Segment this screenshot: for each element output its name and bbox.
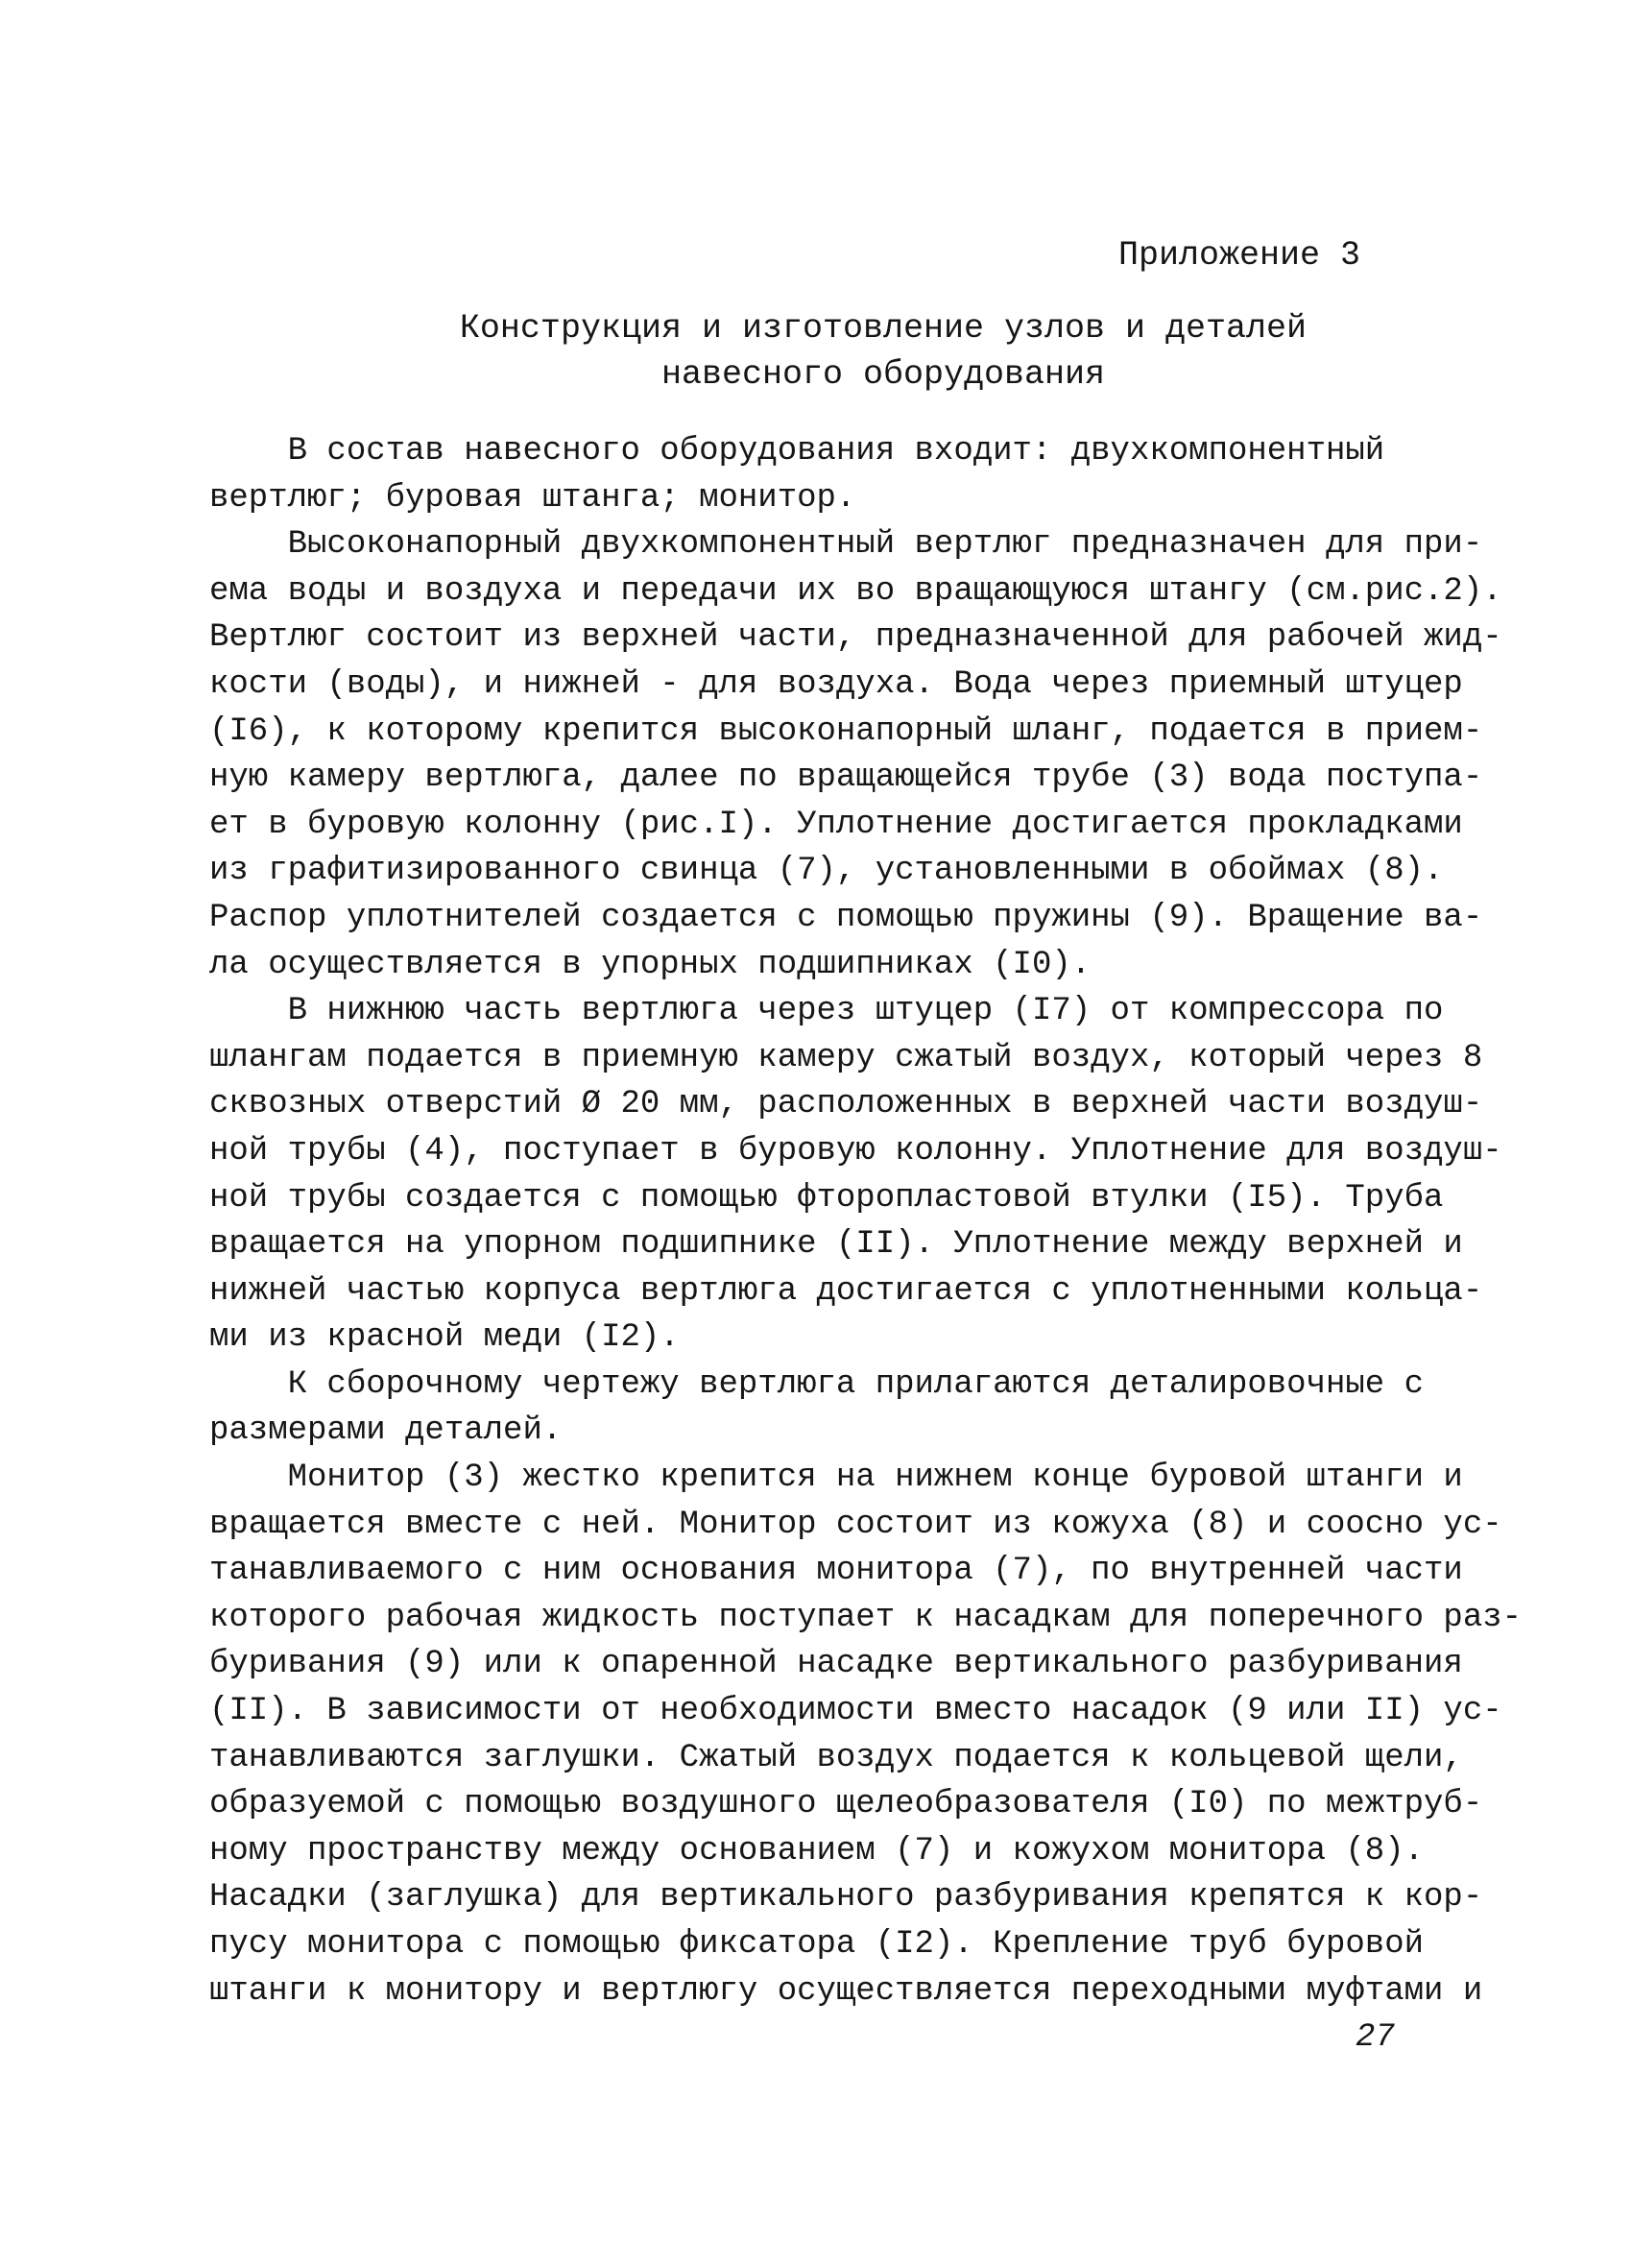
text-line: В состав навесного оборудования входит: двухкомпонентный	[209, 433, 1385, 470]
text-line: Насадки (заглушка) для вертикального разбуривания крепятся к кор-	[209, 1879, 1483, 1917]
text-line: штанги к монитору и вертлюгу осуществляется переходными муфтами и	[209, 1972, 1483, 2010]
text-line: образуемой с помощью воздушного щелеобразователя (I0) по межтруб-	[209, 1786, 1483, 1823]
text-line: Монитор (3) жестко крепится на нижнем конце буровой штанги и	[209, 1460, 1463, 1497]
text-line: ми из красной меди (I2).	[209, 1319, 680, 1357]
appendix-label: Приложение 3	[1118, 236, 1361, 275]
text-line: из графитизированного свинца (7), установленными в обоймах (8).	[209, 853, 1444, 890]
text-line: буривания (9) или к опаренной насадке вертикального разбуривания	[209, 1646, 1463, 1683]
text-line: танавливаются заглушки. Сжатый воздух подается к кольцевой щели,	[209, 1739, 1463, 1776]
text-line: Высоконапорный двухкомпонентный вертлюг предназначен для при-	[209, 526, 1483, 564]
text-line: танавливаемого с ним основания монитора (7), по внутренней части	[209, 1553, 1463, 1590]
text-line: пусу монитора с помощью фиксатора (I2). Крепление труб буровой	[209, 1926, 1425, 1963]
text-line: вращается вместе с ней. Монитор состоит из кожуха (8) и соосно ус-	[209, 1506, 1502, 1543]
text-line: Вертлюг состоит из верхней части, предназначенной для рабочей жид-	[209, 619, 1502, 657]
text-line: Распор уплотнителей создается с помощью пружины (9). Вращение ва-	[209, 899, 1483, 936]
text-line: вертлюг; буровая штанга; монитор.	[209, 479, 856, 517]
text-line: (II). В зависимости от необходимости вместо насадок (9 или II) ус-	[209, 1693, 1502, 1730]
text-line: кости (воды), и нижней - для воздуха. Вода через приемный штуцер	[209, 665, 1463, 703]
title-line-2: навесного оборудования	[660, 355, 1106, 394]
text-line: ной трубы (4), поступает в буровую колонну. Уплотнение для воздуш-	[209, 1132, 1502, 1170]
text-line: которого рабочая жидкость поступает к насадкам для поперечного раз-	[209, 1599, 1523, 1636]
text-line: ла осуществляется в упорных подшипниках (I0).	[209, 946, 1092, 983]
text-line: нижней частью корпуса вертлюга достигается с уплотненными кольца-	[209, 1272, 1483, 1310]
title-line-1: Конструкция и изготовление узлов и деталей	[459, 309, 1308, 348]
text-line: ному пространству между основанием (7) и кожухом монитора (8).	[209, 1832, 1425, 1870]
text-line: размерами деталей.	[209, 1412, 563, 1450]
text-line: (I6), к которому крепится высоконапорный шланг, подается в прием-	[209, 712, 1483, 750]
text-line: В нижнюю часть вертлюга через штуцер (I7) от компрессора по	[209, 993, 1444, 1030]
text-line: ной трубы создается с помощью фторопластовой втулки (I5). Труба	[209, 1179, 1444, 1217]
page-number: 27	[1356, 2019, 1395, 2056]
text-line: К сборочному чертежу вертлюга прилагаются деталировочные с	[209, 1365, 1425, 1403]
text-line: ема воды и воздуха и передачи их во вращающуюся штангу (см.рис.2).	[209, 572, 1502, 610]
text-line: шлангам подается в приемную камеру сжатый воздух, который через 8	[209, 1039, 1483, 1076]
document-title	[211, 305, 1555, 398]
text-line: вращается на упорном подшипнике (II). Уплотнение между верхней и	[209, 1226, 1463, 1264]
text-line: ную камеру вертлюга, далее по вращающейся трубе (3) вода поступа-	[209, 760, 1483, 797]
text-line: сквозных отверстий Ø 20 мм, расположенных в верхней части воздуш-	[209, 1086, 1483, 1123]
text-line: ет в буровую колонну (рис.I). Уплотнение достигается прокладками	[209, 806, 1463, 843]
body-text	[209, 428, 1523, 2015]
